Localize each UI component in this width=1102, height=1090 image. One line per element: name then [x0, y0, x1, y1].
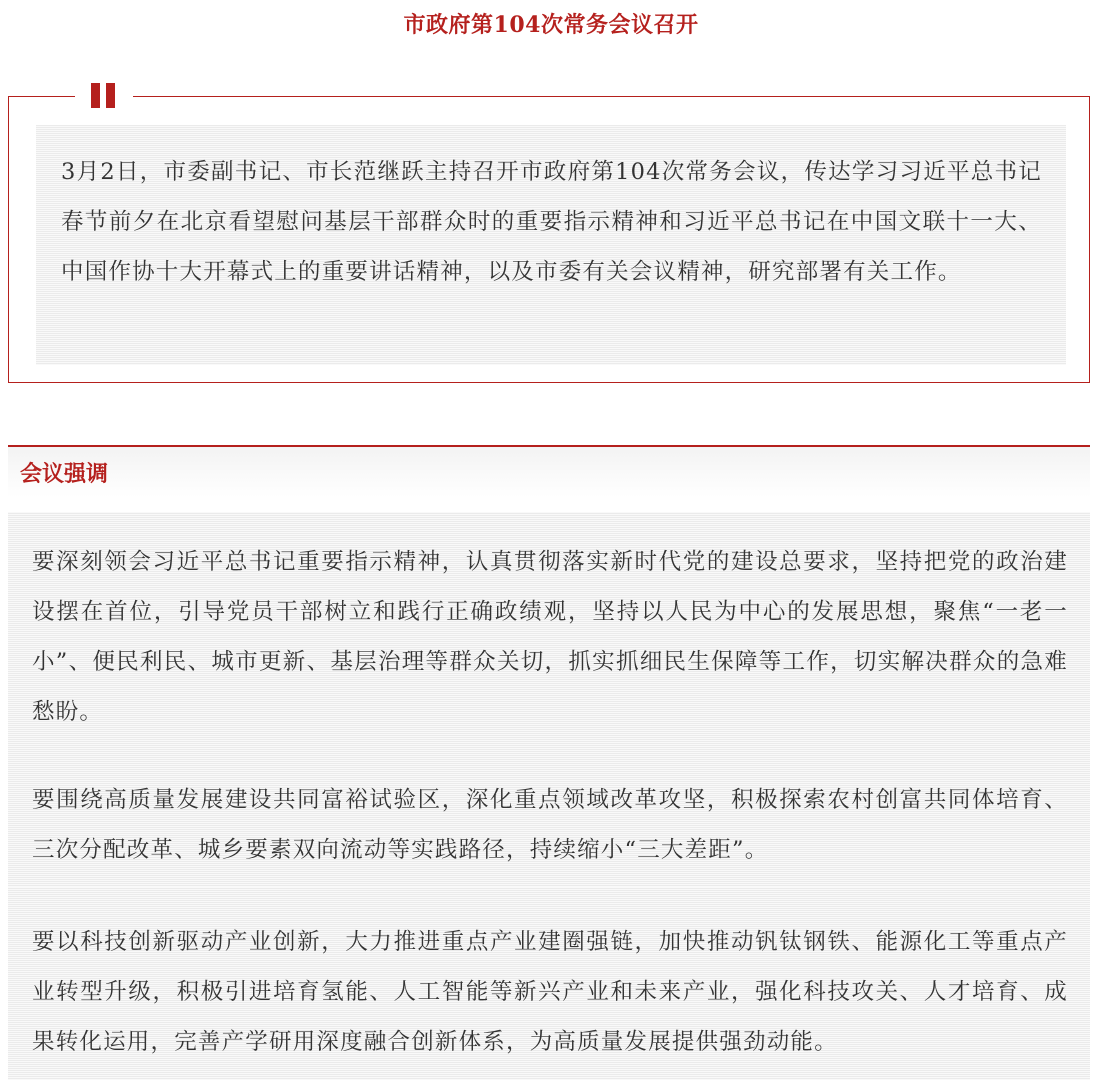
intro-paragraph: 3月2日，市委副书记、市长范继跃主持召开市政府第104次常务会议，传达学习习近平总书记春节前夕在北京看望慰问基层干部群众时的重要指示精神和习近平总书记在中国文联十一大、中国作协十大开幕式上的重要讲话精神，以及市委有关会议精神，研究部署有关工作。 — [61, 159, 1042, 285]
content-block — [8, 757, 1090, 887]
page-title: 市政府第104次常务会议召开 — [403, 12, 699, 38]
bar-decoration-right — [106, 83, 115, 108]
body-paragraph: 要围绕高质量发展建设共同富裕试验区，深化重点领域改革攻坚，积极探索农村创富共同体培育、三次分配改革、城乡要素双向流动等实践路径，持续缩小“三大差距”。 — [32, 787, 1068, 863]
intro-text-panel — [36, 125, 1066, 365]
content-block — [8, 512, 1090, 757]
section-header — [8, 447, 1090, 497]
intro-box — [8, 96, 1090, 383]
bar-decoration-left — [91, 83, 100, 108]
body-paragraph: 要以科技创新驱动产业创新，大力推进重点产业建圈强链，加快推动钒钛钢铁、能源化工等重点产业转型升级，积极引进培育氢能、人工智能等新兴产业和未来产业，强化科技攻关、人才培育、成果转化运用，完善产学研用深度融合创新体系，为高质量发展提供强劲动能。 — [32, 929, 1068, 1055]
section-title: 会议强调 — [20, 461, 109, 487]
double-bar-decoration — [75, 79, 133, 111]
content-block — [8, 887, 1090, 1080]
body-paragraph: 要深刻领会习近平总书记重要指示精神，认真贯彻落实新时代党的建设总要求，坚持把党的政治建设摆在首位，引导党员干部树立和践行正确政绩观，坚持以人民为中心的发展思想，聚焦“一老一小”、便民利民、城市更新、基层治理等群众关切，抓实抓细民生保障等工作，切实解决群众的急难愁盼。 — [32, 549, 1068, 725]
